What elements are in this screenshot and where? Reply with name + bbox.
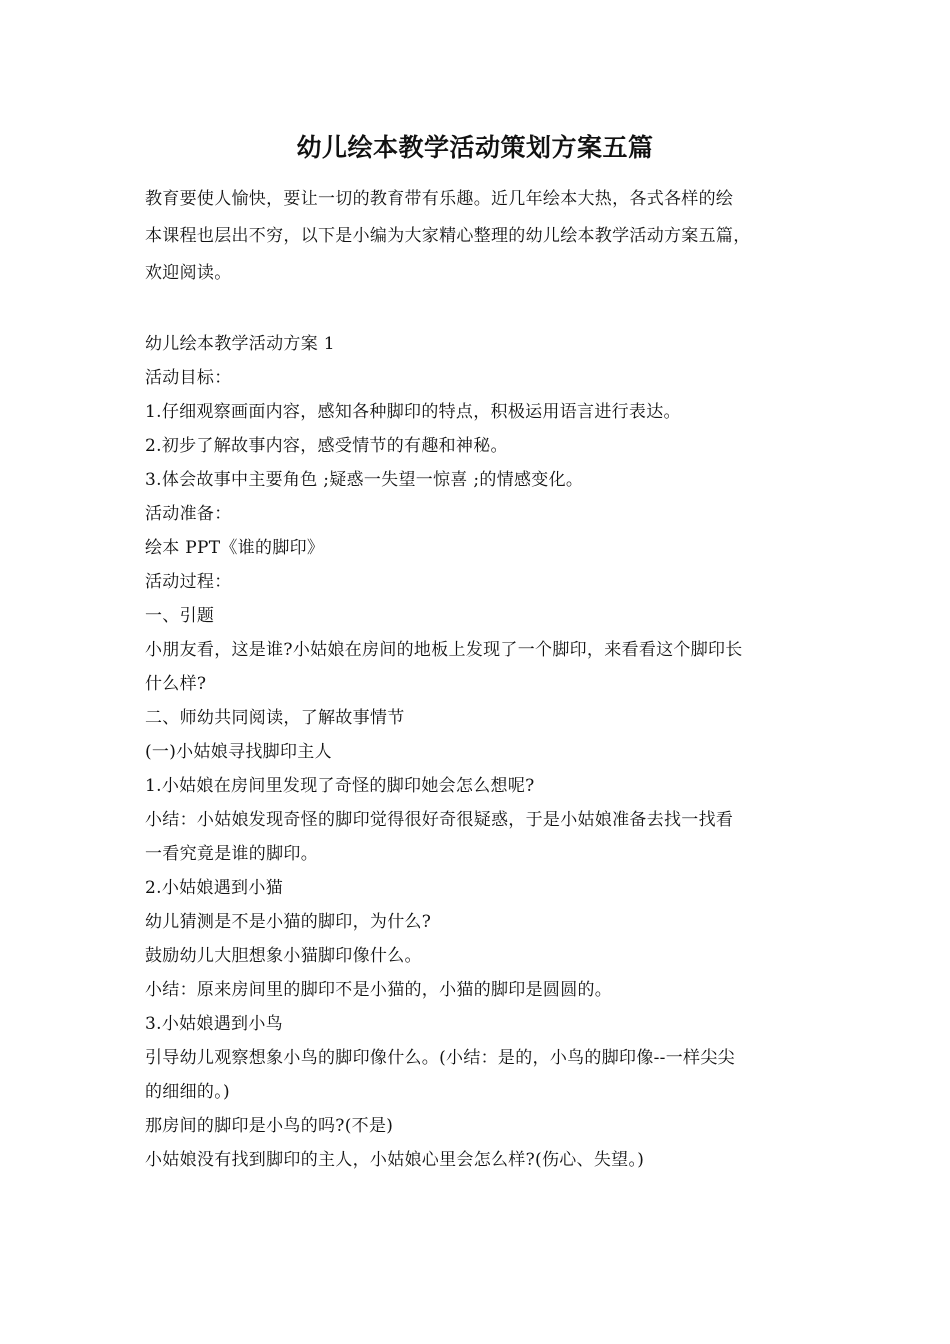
- document-title: 幼儿绘本教学活动策划方案五篇: [296, 133, 654, 162]
- body-line: 小结：小姑娘发现奇怪的脚印觉得很好奇很疑惑，于是小姑娘准备去找一找看: [145, 810, 734, 830]
- body-line: 2.初步了解故事内容，感受情节的有趣和神秘。: [145, 436, 508, 456]
- intro-paragraph: [145, 181, 825, 292]
- body-line: 1.仔细观察画面内容，感知各种脚印的特点，积极运用语言进行表达。: [145, 402, 681, 422]
- body-line: 小朋友看，这是谁?小姑娘在房间的地板上发现了一个脚印，来看看这个脚印长: [145, 640, 743, 660]
- intro-line: 本课程也层出不穷，以下是小编为大家精心整理的幼儿绘本教学活动方案五篇，: [145, 226, 751, 246]
- body-line: 引导幼儿观察想象小鸟的脚印像什么。(小结：是的，小鸟的脚印像--一样尖尖: [145, 1048, 735, 1068]
- subheading-goals: 活动目标：: [145, 368, 232, 388]
- intro-line: 教育要使人愉快，要让一切的教育带有乐趣。近几年绘本大热，各式各样的绘: [145, 189, 734, 209]
- body-line: 鼓励幼儿大胆想象小猫脚印像什么。: [145, 946, 422, 966]
- body-line: 一、引题: [145, 606, 215, 626]
- body-line: 小结：原来房间里的脚印不是小猫的，小猫的脚印是圆圆的。: [145, 980, 613, 1000]
- plan-body: [145, 327, 825, 1177]
- body-line: 幼儿猜测是不是小猫的脚印，为什么?: [145, 912, 432, 932]
- intro-line: 欢迎阅读。: [145, 263, 232, 283]
- subheading-preparation: 活动准备：: [145, 504, 232, 524]
- body-line: 什么样?: [145, 674, 207, 694]
- body-line: 二、师幼共同阅读，了解故事情节: [145, 708, 405, 728]
- subheading-process: 活动过程：: [145, 572, 232, 592]
- body-line: (一)小姑娘寻找脚印主人: [145, 742, 332, 762]
- body-line: 1.小姑娘在房间里发现了奇怪的脚印她会怎么想呢?: [145, 776, 535, 796]
- body-line: 那房间的脚印是小鸟的吗?(不是): [145, 1116, 394, 1136]
- section-heading: 幼儿绘本教学活动方案 1: [145, 334, 335, 354]
- body-line: 的细细的。): [145, 1082, 230, 1102]
- body-line: 小姑娘没有找到脚印的主人，小姑娘心里会怎么样?(伤心、失望。): [145, 1150, 645, 1170]
- body-line: 2.小姑娘遇到小猫: [145, 878, 283, 898]
- body-line: 绘本 PPT《谁的脚印》: [145, 538, 325, 558]
- body-line: 3.体会故事中主要角色 ;疑惑一失望一惊喜 ;的情感变化。: [145, 470, 584, 490]
- body-line: 3.小姑娘遇到小鸟: [145, 1014, 283, 1034]
- body-line: 一看究竟是谁的脚印。: [145, 844, 318, 864]
